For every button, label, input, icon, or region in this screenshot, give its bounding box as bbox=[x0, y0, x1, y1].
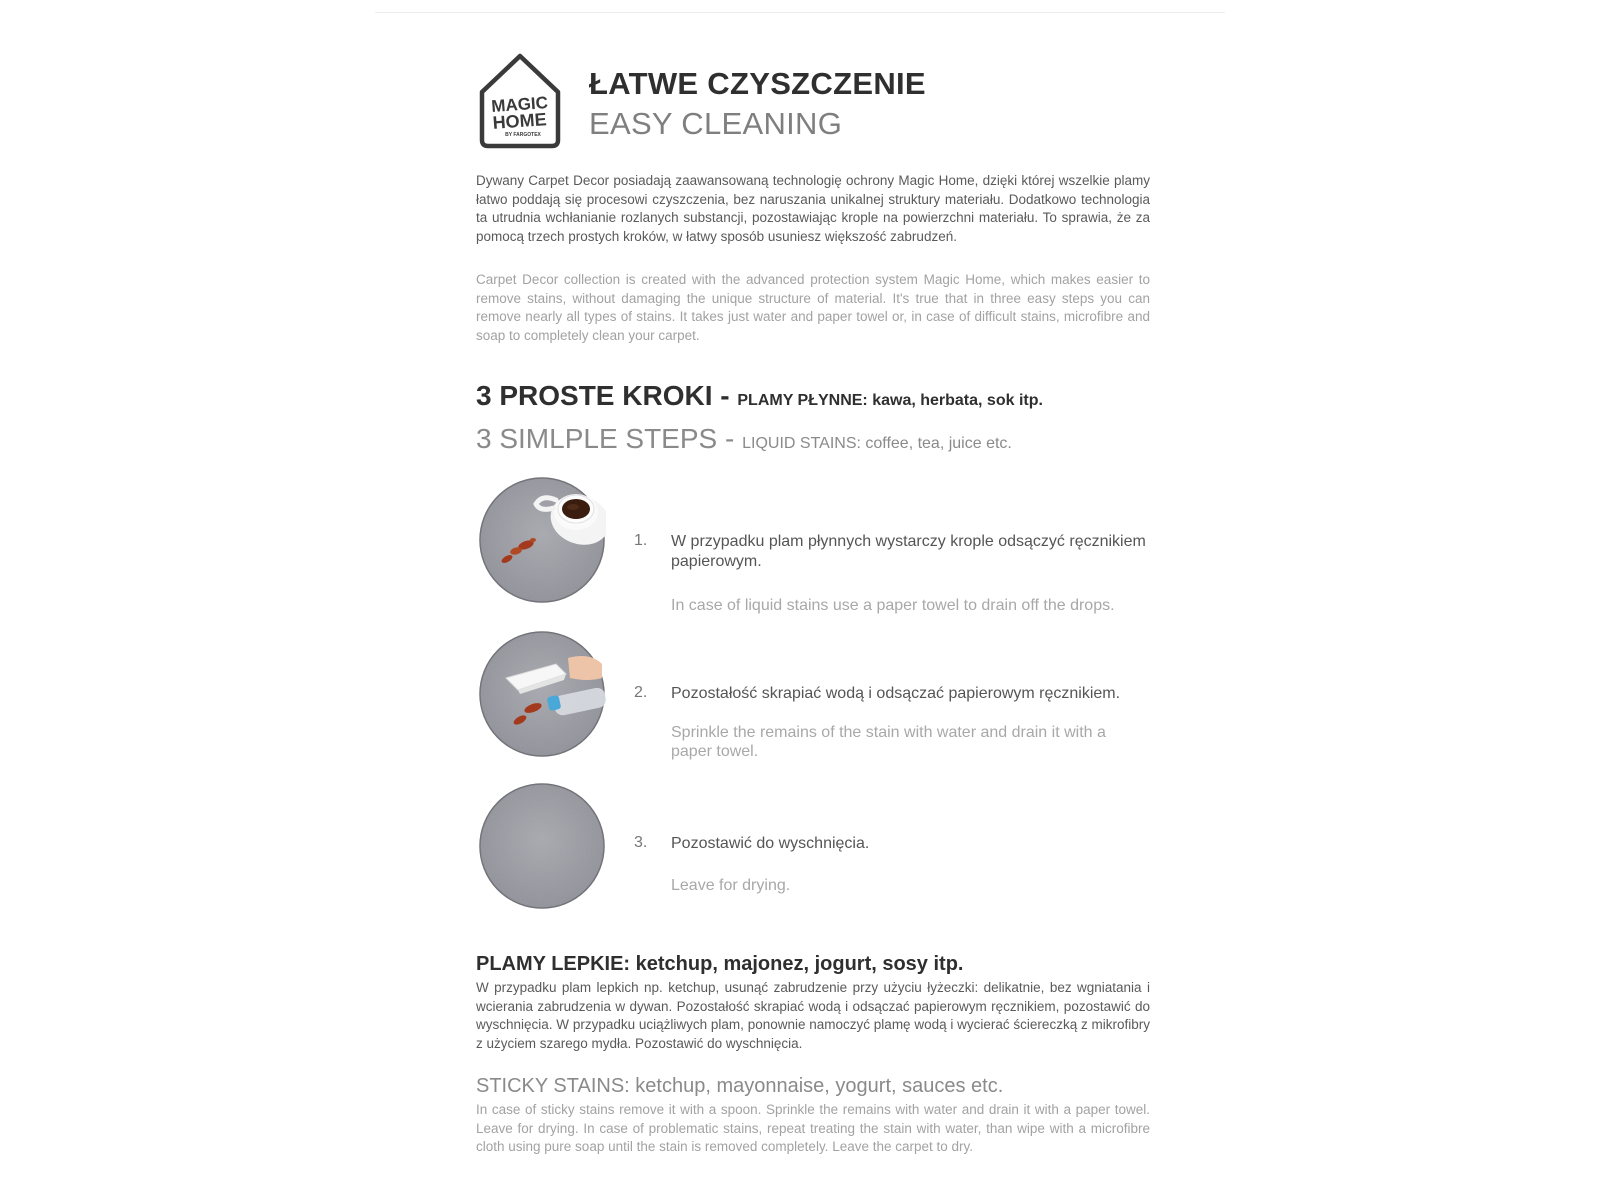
step1-text-pl: W przypadku plam płynnych wystarczy krople odsączyć ręcznikiem papierowym. bbox=[671, 533, 1146, 570]
steps-heading-pl-sub: PLAMY PŁYNNE: kawa, herbata, sok itp. bbox=[737, 392, 1043, 409]
step2-text-en: Sprinkle the remains of the stain with water and drain it with a paper towel. bbox=[671, 724, 1106, 760]
steps-heading-en-sub: LIQUID STAINS: coffee, tea, juice etc. bbox=[742, 435, 1012, 452]
sticky-stains-text-en: In case of sticky stains remove it with a spoon. Sprinkle the remains with water and drain it with a paper towel. Leave for drying. In case of problematic stains, repeat treating the stain with water, than wipe with a microfibre cloth using pure soap until the stain is removed completely. Leave the carpet to dry. bbox=[476, 1102, 1150, 1155]
step2-towel-spray-image bbox=[478, 630, 606, 758]
intro-text-pl: Dywany Carpet Decor posiadają zaawansowaną technologię ochrony Magic Home, dzięki której wszelkie plamy łatwo poddają się procesowi czyszczenia, bez naruszania unikalnej struktury materiału. Dodatkowo technologia ta utrudnia wchłanianie rozlanych substancji, pozostawiając krople na powierzchni materiału. To sprawia, że za pomocą trzech prostych kroków, w łatwy sposób usuniesz większość zabrudzeń. bbox=[476, 173, 1150, 245]
magic-home-logo bbox=[476, 52, 564, 150]
intro-text-en: Carpet Decor collection is created with the advanced protection system Magic Home, which makes easier to remove stains, without damaging the unique structure of material. It's true that in three easy steps you can remove nearly all types of stains. It takes just water and paper towel or, in case of difficult stains, microfibre and soap to completely clean your carpet. bbox=[476, 272, 1150, 344]
steps-heading-en bbox=[476, 423, 1012, 455]
top-divider bbox=[375, 12, 1225, 13]
sticky-stains-heading-pl: PLAMY LEPKIE: ketchup, majonez, jogurt, sosy itp. bbox=[476, 953, 964, 975]
sticky-stains-heading-en: STICKY STAINS: ketchup, mayonnaise, yogurt, sauces etc. bbox=[476, 1075, 1004, 1097]
step1-coffee-image bbox=[478, 476, 606, 604]
page-title-pl: ŁATWE CZYSZCZENIE bbox=[589, 66, 926, 101]
sticky-stains-text-pl: W przypadku plam lepkich np. ketchup, usunąć zabrudzenie przy użyciu łyżeczki: delikatnie, bez wgniatania i wcierania zabrudzenia w dywan. Pozostałość skrapiać wodą i odsączać papierowym ręcznikiem, pozostawić do wyschnięcia. W przypadku uciążliwych plam, ponownie namoczyć plamę wodą i wycierać ściereczką z mikrofibry z użyciem szarego mydła. Pozostawić do wyschnięcia. bbox=[476, 980, 1150, 1052]
logo-line3: BY FARGOTEX bbox=[505, 132, 541, 138]
steps-heading-pl bbox=[476, 380, 1043, 412]
page-title-en: EASY CLEANING bbox=[589, 106, 843, 141]
step1-text-en: In case of liquid stains use a paper towel to drain off the drops. bbox=[671, 597, 1115, 614]
step3-text-pl: Pozostawić do wyschnięcia. bbox=[671, 835, 870, 852]
steps-heading-pl-main: 3 PROSTE KROKI - bbox=[476, 380, 738, 411]
step3-text-en: Leave for drying. bbox=[671, 877, 791, 894]
step2-text-pl: Pozostałość skrapiać wodą i odsączać papierowym ręcznikiem. bbox=[671, 685, 1121, 702]
logo-line2: HOME bbox=[491, 109, 548, 133]
step3-clean-carpet-image bbox=[478, 782, 606, 910]
step1-number: 1. bbox=[634, 532, 648, 549]
logo-line1: MAGIC bbox=[490, 93, 549, 116]
step3-number: 3. bbox=[634, 834, 648, 851]
steps-heading-en-main: 3 SIMLPLE STEPS - bbox=[476, 423, 743, 454]
step2-number: 2. bbox=[634, 684, 648, 701]
